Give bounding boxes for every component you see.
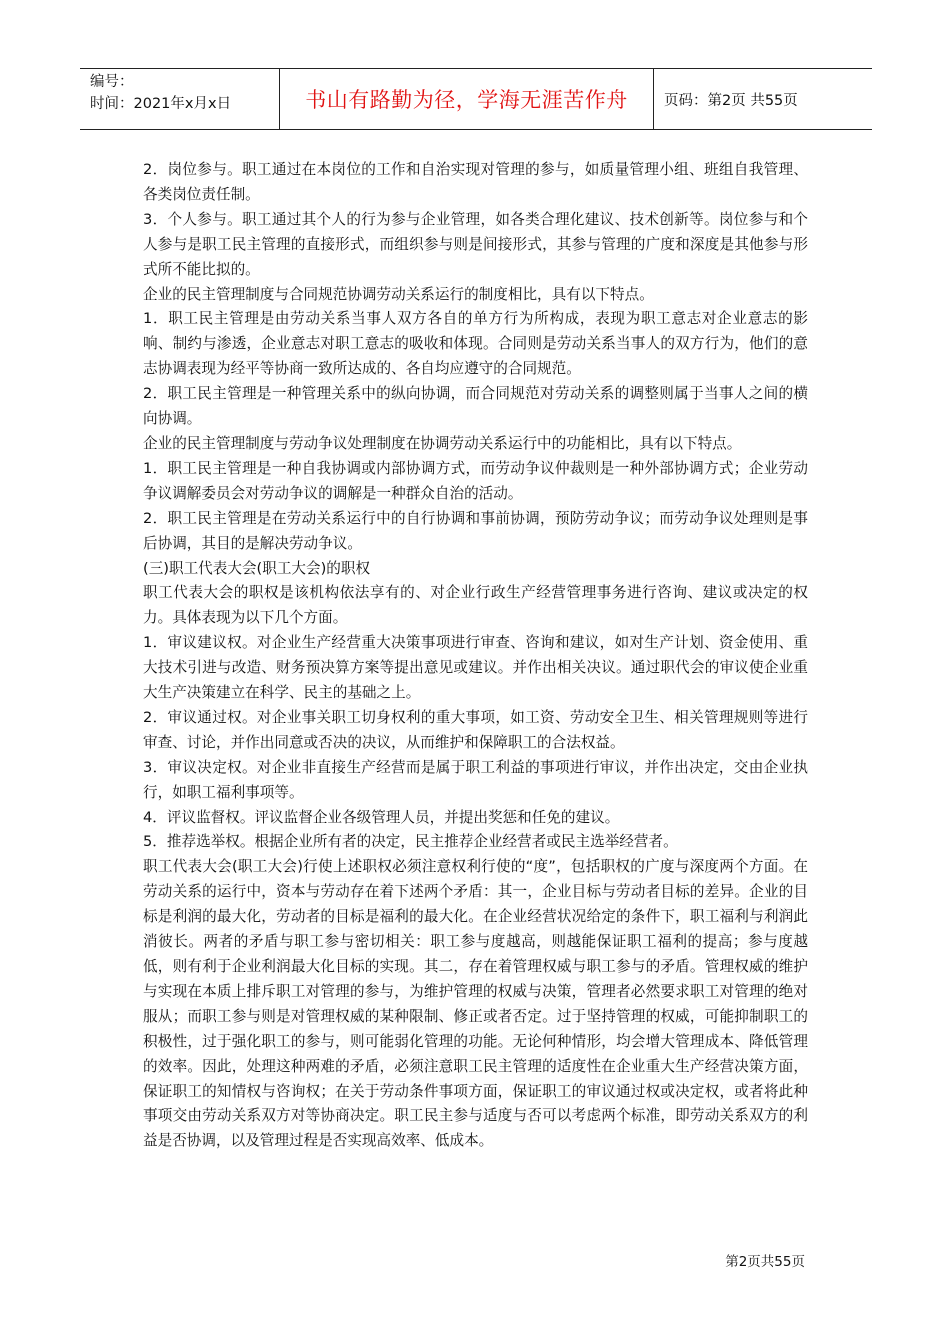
date-label: 时间：2021年x月x日 [90,96,232,112]
paragraph: 1．职工民主管理是一种自我协调或内部协调方式，而劳动争议仲裁则是一种外部协调方式；企业劳动争议调解委员会对劳动争议的调解是一种群众自治的活动。 [143,459,808,502]
page-header [80,68,872,130]
paragraph: 2．审议通过权。对企业事关职工切身权利的重大事项，如工资、劳动安全卫生、相关管理规则等进行审查、讨论，并作出同意或否决的决议，从而维护和保障职工的合法权益。 [143,708,808,751]
paragraph: 2．岗位参与。职工通过在本岗位的工作和自治实现对管理的参与，如质量管理小组、班组自我管理、各类岗位责任制。 [143,161,808,203]
paragraph: 职工代表大会的职权是该机构依法享有的、对企业行政生产经营管理事务进行咨询、建议或决定的权力。具体表现为以下几个方面。 [143,584,808,627]
number-label: 编号： [90,74,134,90]
paragraph: 3．个人参与。职工通过其个人的行为参与企业管理，如各类合理化建议、技术创新等。岗位参与和个人参与是职工民主管理的直接形式，而组织参与则是间接形式，其参与管理的广度和深度是其他参与形式所不能比拟的。 [143,210,808,278]
paragraph: 企业的民主管理制度与劳动争议处理制度在协调劳动关系运行中的功能相比，具有以下特点。 [143,434,742,452]
header-meta [80,69,280,129]
header-page-code: 页码：第2页 共55页 [664,92,798,109]
paragraph: 2．职工民主管理是在劳动关系运行中的自行协调和事前协调，预防劳动争议；而劳动争议处理则是事后协调，其目的是解决劳动争议。 [143,509,808,552]
paragraph: 职工代表大会(职工大会)行使上述职权必须注意权利行使的“度”，包括职权的广度与深度两个方面。在劳动关系的运行中，资本与劳动存在着下述两个矛盾：其一，企业目标与劳动者目标的差异。企业的目标是利润的最大化，劳动者的目标是福利的最大化。在企业经营状况给定的条件下，职工福利与利润此消彼长。两者的矛盾与职工参与密切相关：职工参与度越高，则越能保证职工福利的提高；参与度越低，则有利于企业利润最大化目标的实现。其二，存在着管理权威与职工参与的矛盾。管理权威的维护与实现在本质上排斥职工对管理的参与，为维护管理的权威与决策，管理者必然要求职工对管理的绝对服从；而职工参与则是对管理权威的某种限制、修正或者否定。过于坚持管理的权威，可能抑制职工的积极性，过于强化职工的参与，则可能弱化管理的功能。无论何种情形，均会增大管理成本、降低管理的效率。因此，处理这种两难的矛盾，必须注意职工民主管理的适度性在企业重大生产经营决策方面，保证职工的知情权与咨询权；在关于劳动条件事项方面，保证职工的审议通过权或决定权，或者将此种事项交由劳动关系双方对等协商决定。职工民主参与适度与否可以考虑两个标准，即劳动关系双方的利益是否协调，以及管理过程是否实现高效率、低成本。 [143,858,808,1150]
header-motto: 书山有路勤为径，学海无涯苦作舟 [280,69,654,129]
paragraph: 1．审议建议权。对企业生产经营重大决策事项进行审查、咨询和建议，如对生产计划、资金使用、重大技术引进与改造、财务预决算方案等提出意见或建议。并作出相关决议。通过职代会的审议使企业重大生产决策建立在科学、民主的基础之上。 [143,634,808,702]
document-body [143,158,808,1154]
page-footer: 第2页共55页 [725,1254,805,1270]
paragraph: 1．职工民主管理是由劳动关系当事人双方各自的单方行为所构成，表现为职工意志对企业意志的影响、制约与渗透，企业意志对职工意志的吸收和体现。合同则是劳动关系当事人的双方行为，他们的意志协调表现为经平等协商一致所达成的、各自均应遵守的合同规范。 [143,310,808,378]
section-heading: (三)职工代表大会(职工大会)的职权 [143,559,371,577]
paragraph: 3．审议决定权。对企业非直接生产经营而是属于职工利益的事项进行审议，并作出决定，交由企业执行，如职工福利事项等。 [143,758,808,801]
paragraph: 5．推荐选举权。根据企业所有者的决定，民主推荐企业经营者或民主选举经营者。 [143,833,678,851]
paragraph: 企业的民主管理制度与合同规范协调劳动关系运行的制度相比，具有以下特点。 [143,285,654,303]
paragraph: 2．职工民主管理是一种管理关系中的纵向协调，而合同规范对劳动关系的调整则属于当事人之间的横向协调。 [143,385,808,428]
paragraph: 4．评议监督权。评议监督企业各级管理人员，并提出奖惩和任免的建议。 [143,808,620,826]
